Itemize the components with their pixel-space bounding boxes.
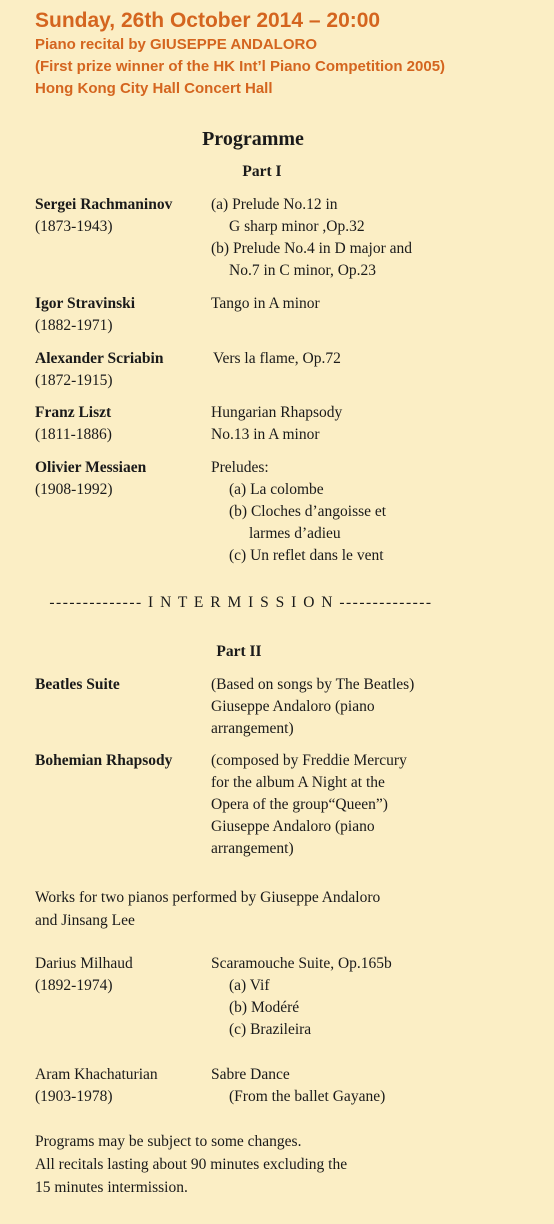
work-line: Giuseppe Andaloro (piano	[211, 698, 375, 715]
work-line: (c) Un reflet dans le vent	[229, 547, 384, 564]
composer-years: (1892-1974)	[35, 977, 113, 994]
work-line: No.7 in C minor, Op.23	[229, 262, 377, 279]
work-line: No.13 in A minor	[211, 426, 320, 443]
work-line: (composed by Freddie Mercury	[211, 752, 407, 769]
works-stravinski	[211, 293, 320, 315]
composer-years: (1811-1886)	[35, 426, 112, 443]
note-line: Works for two pianos performed by Giuseppe Andaloro	[35, 889, 381, 906]
composer-name: Franz Liszt	[35, 404, 112, 421]
event-date-time: Sunday, 26th October 2014 – 20:00	[35, 9, 381, 32]
work-line: Giuseppe Andaloro (piano	[211, 818, 375, 835]
work-line: Opera of the group“Queen”)	[211, 796, 388, 813]
work-line: (b) Cloches d’angoisse et	[229, 503, 387, 520]
piece-beatles-suite	[35, 674, 120, 696]
composer-name: Olivier Messiaen	[35, 459, 147, 476]
works-khachaturian	[211, 1064, 385, 1108]
work-line: larmes d’adieu	[249, 525, 341, 542]
composer-khachaturian	[35, 1064, 158, 1108]
programme-title: Programme	[202, 128, 304, 150]
two-pianos-note	[35, 886, 380, 932]
work-line: Preludes:	[211, 459, 269, 476]
work-line: Hungarian Rhapsody	[211, 404, 343, 421]
work-line: Vers la flame, Op.72	[213, 350, 341, 367]
works-milhaud	[211, 953, 392, 1041]
award-note: (First prize winner of the HK Int’l Piano Competition 2005)	[35, 58, 446, 75]
composer-years: (1908-1992)	[35, 481, 113, 498]
works-rachmaninov	[211, 194, 412, 282]
footer-note	[35, 1130, 347, 1199]
composer-years: (1873-1943)	[35, 218, 113, 235]
composer-liszt	[35, 402, 112, 446]
works-messiaen	[211, 457, 386, 567]
works-beatles-suite	[211, 674, 414, 740]
work-line: (b) Prelude No.4 in D major and	[211, 240, 413, 257]
work-line: (Based on songs by The Beatles)	[211, 676, 415, 693]
works-bohemian-rhapsody	[211, 750, 407, 860]
work-line: Sabre Dance	[211, 1066, 290, 1083]
work-line: (a) Vif	[229, 977, 270, 994]
composer-messiaen	[35, 457, 146, 501]
composer-scriabin	[35, 348, 163, 392]
composer-years: (1872-1915)	[35, 372, 113, 389]
works-scriabin	[213, 348, 341, 370]
composer-years: (1882-1971)	[35, 317, 113, 334]
note-line: and Jinsang Lee	[35, 912, 135, 929]
note-line: Programs may be subject to some changes.	[35, 1133, 302, 1150]
recital-title: Piano recital by GIUSEPPE ANDALORO	[35, 36, 318, 53]
composer-milhaud	[35, 953, 133, 997]
work-line: for the album A Night at the	[211, 774, 385, 791]
work-line: Tango in A minor	[211, 295, 320, 312]
piece-title: Bohemian Rhapsody	[35, 752, 173, 769]
composer-stravinski	[35, 293, 135, 337]
work-line: arrangement)	[211, 720, 294, 737]
work-line: (From the ballet Gayane)	[229, 1088, 386, 1105]
venue: Hong Kong City Hall Concert Hall	[35, 80, 273, 97]
note-line: 15 minutes intermission.	[35, 1179, 188, 1196]
work-line: G sharp minor ,Op.32	[229, 218, 365, 235]
part-1-title: Part I	[242, 163, 282, 180]
composer-name: Alexander Scriabin	[35, 350, 164, 367]
intermission-divider: -------------- I N T E R M I S S I O N --------------	[49, 594, 433, 611]
work-line: Scaramouche Suite, Op.165b	[211, 955, 392, 972]
composer-rachmaninov	[35, 194, 172, 238]
composer-name: Darius Milhaud	[35, 955, 133, 972]
piece-bohemian-rhapsody	[35, 750, 172, 772]
works-liszt	[211, 402, 342, 446]
composer-name: Igor Stravinski	[35, 295, 136, 312]
composer-years: (1903-1978)	[35, 1088, 113, 1105]
work-line: (a) Prelude No.12 in	[211, 196, 338, 213]
note-line: All recitals lasting about 90 minutes excluding the	[35, 1156, 348, 1173]
work-line: (c) Brazileira	[229, 1021, 312, 1038]
composer-name: Aram Khachaturian	[35, 1066, 158, 1083]
work-line: (b) Modéré	[229, 999, 300, 1016]
work-line: (a) La colombe	[229, 481, 324, 498]
work-line: arrangement)	[211, 840, 294, 857]
part-2-title: Part II	[216, 643, 262, 660]
composer-name: Sergei Rachmaninov	[35, 196, 173, 213]
piece-title: Beatles Suite	[35, 676, 120, 693]
